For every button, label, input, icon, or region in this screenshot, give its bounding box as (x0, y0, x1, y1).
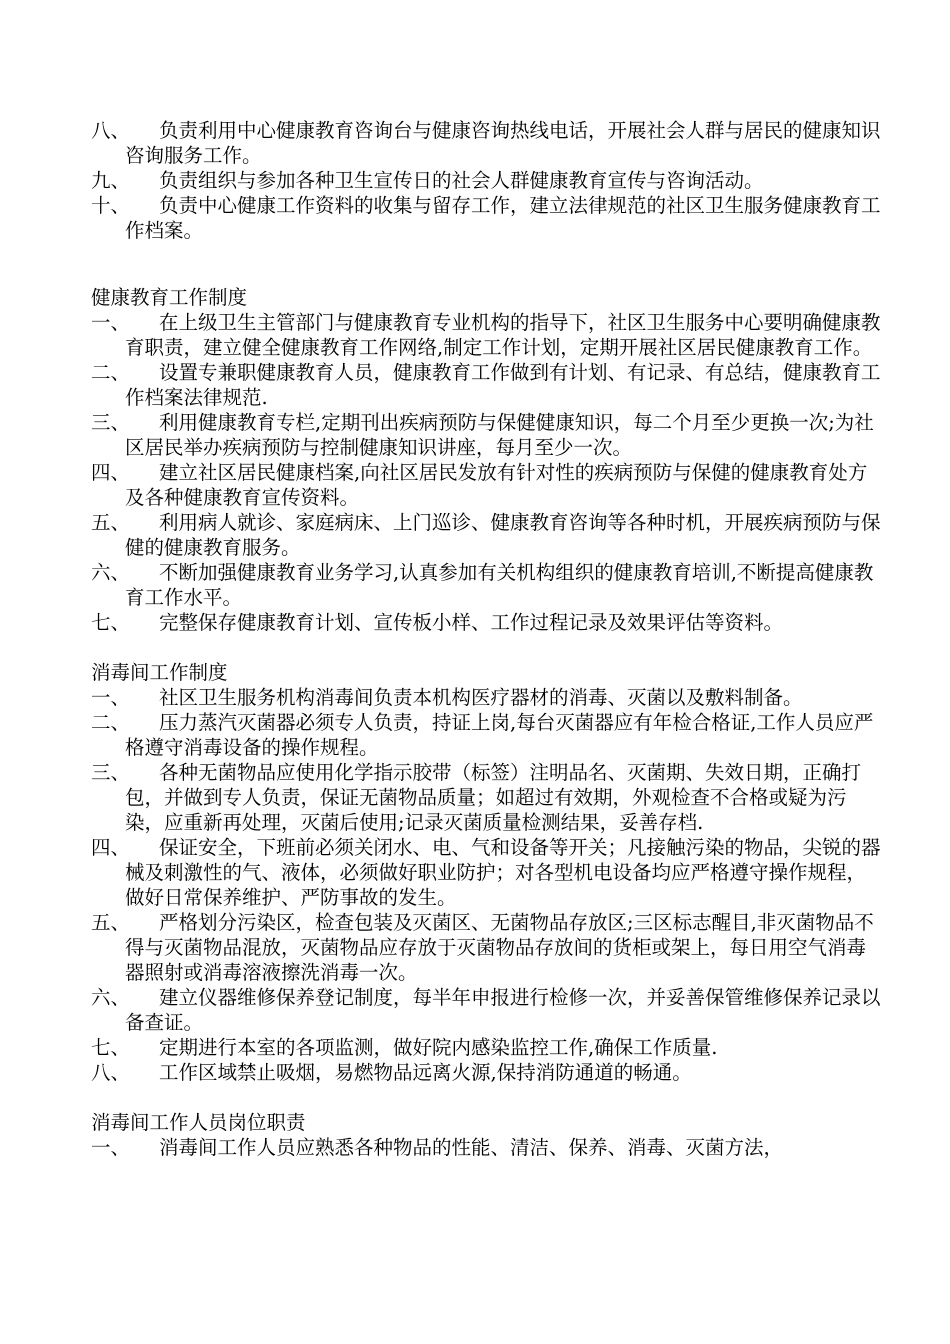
list-item (91, 360, 881, 410)
item-text: 负责组织与参加各种卫生宣传日的社会人群健康教育宣传与咨询活动。 (159, 169, 764, 192)
item-number: 八、 (91, 1061, 131, 1084)
item-number: 四、 (91, 836, 131, 859)
item-text: 定期进行本室的各项监测，做好院内感染监控工作,确保工作质量. (159, 1036, 718, 1059)
list-item (91, 460, 881, 510)
item-number: 九、 (91, 169, 131, 192)
list-item (91, 1035, 881, 1060)
item-text: 建立仪器维修保养登记制度，每半年申报进行检修一次，并妥善保管维修保养记录以备查证。 (125, 986, 881, 1034)
section-heading: 消毒间工作人员岗位职责 (91, 1111, 306, 1134)
item-number: 五、 (91, 911, 131, 934)
item-text: 严格划分污染区，检查包装及灭菌区、无菌物品存放区;三区标志醒目,非灭菌物品不得与灭菌物品混放，灭菌物品应存放于灭菌物品存放间的货柜或架上，每日用空气消毒器照射或消毒溶液擦洗消毒一次。 (125, 911, 874, 984)
list-item (91, 835, 881, 910)
item-number: 一、 (91, 686, 131, 709)
item-text: 各种无菌物品应使用化学指示胶带（标签）注明品名、灭菌期、失效日期，正确打包，并做到专人负责，保证无菌物品质量；如超过有效期，外观检查不合格或疑为污染，应重新再处理，灭菌后使用;记录灭菌质量检测结果，妥善存档. (125, 761, 862, 834)
list-item (91, 1060, 881, 1085)
item-text: 消毒间工作人员应熟悉各种物品的性能、清洁、保养、消毒、灭菌方法， (159, 1136, 784, 1159)
section-spacer (91, 1085, 881, 1110)
item-number: 一、 (91, 311, 131, 334)
item-text: 保证安全，下班前必须关闭水、电、气和设备等开关；凡接触污染的物品，尖锐的器械及刺激性的气、液体，必须做好职业防护；对各型机电设备均应严格遵守操作规程，做好日常保养维护、严防事故的发生。 (125, 836, 881, 909)
item-number: 二、 (91, 361, 131, 384)
item-number: 七、 (91, 1036, 131, 1059)
item-number: 三、 (91, 411, 131, 434)
list-item (91, 910, 881, 985)
item-text: 工作区域禁止吸烟，易燃物品远离火源,保持消防通道的畅通。 (159, 1061, 692, 1084)
item-text: 社区卫生服务机构消毒间负责本机构医疗器材的消毒、灭菌以及敷料制备。 (159, 686, 803, 709)
list-item (91, 760, 881, 835)
item-text: 压力蒸汽灭菌器必须专人负责，持证上岗,每台灭菌器应有年检合格证,工作人员应严格遵守消毒设备的操作规程。 (125, 711, 874, 759)
list-item (91, 710, 881, 760)
list-item (91, 168, 881, 193)
section-spacer (91, 243, 881, 285)
section-spacer (91, 635, 881, 660)
item-text: 不断加强健康教育业务学习,认真参加有关机构组织的健康教育培训,不断提高健康教育工作水平。 (125, 561, 874, 609)
item-text: 利用健康教育专栏,定期刊出疾病预防与保健健康知识，每二个月至少更换一次;为社区居民举办疾病预防与控制健康知识讲座，每月至少一次。 (125, 411, 874, 459)
list-item (91, 610, 881, 635)
section-heading: 消毒间工作制度 (91, 661, 228, 684)
item-text: 设置专兼职健康教育人员，健康教育工作做到有计划、有记录、有总结，健康教育工作档案法律规范. (125, 361, 881, 409)
item-number: 四、 (91, 461, 131, 484)
item-number: 八、 (91, 119, 131, 142)
item-number: 二、 (91, 711, 131, 734)
list-item (91, 685, 881, 710)
item-text: 利用病人就诊、家庭病床、上门巡诊、健康教育咨询等各种时机，开展疾病预防与保健的健康教育服务。 (125, 511, 881, 559)
list-item (91, 118, 881, 168)
item-number: 一、 (91, 1136, 131, 1159)
item-text: 建立社区居民健康档案,向社区居民发放有针对性的疾病预防与保健的健康教育处方及各种健康教育宣传资料。 (125, 461, 868, 509)
item-text: 负责利用中心健康教育咨询台与健康咨询热线电话，开展社会人群与居民的健康知识咨询服务工作。 (125, 119, 881, 167)
item-number: 十、 (91, 194, 131, 217)
list-item (91, 193, 881, 243)
list-item (91, 985, 881, 1035)
item-number: 五、 (91, 511, 131, 534)
item-number: 三、 (91, 761, 131, 784)
list-item (91, 560, 881, 610)
list-item (91, 510, 881, 560)
item-number: 七、 (91, 611, 131, 634)
list-item (91, 1135, 881, 1160)
list-item (91, 410, 881, 460)
section-heading: 健康教育工作制度 (91, 286, 248, 309)
list-item (91, 310, 881, 360)
document-page (91, 118, 881, 1160)
item-text: 负责中心健康工作资料的收集与留存工作，建立法律规范的社区卫生服务健康教育工作档案。 (125, 194, 881, 242)
item-text: 在上级卫生主管部门与健康教育专业机构的指导下，社区卫生服务中心要明确健康教育职责，建立健全健康教育工作网络,制定工作计划，定期开展社区居民健康教育工作。 (125, 311, 881, 359)
item-number: 六、 (91, 561, 131, 584)
item-number: 六、 (91, 986, 131, 1009)
item-text: 完整保存健康教育计划、宣传板小样、工作过程记录及效果评估等资料。 (159, 611, 784, 634)
